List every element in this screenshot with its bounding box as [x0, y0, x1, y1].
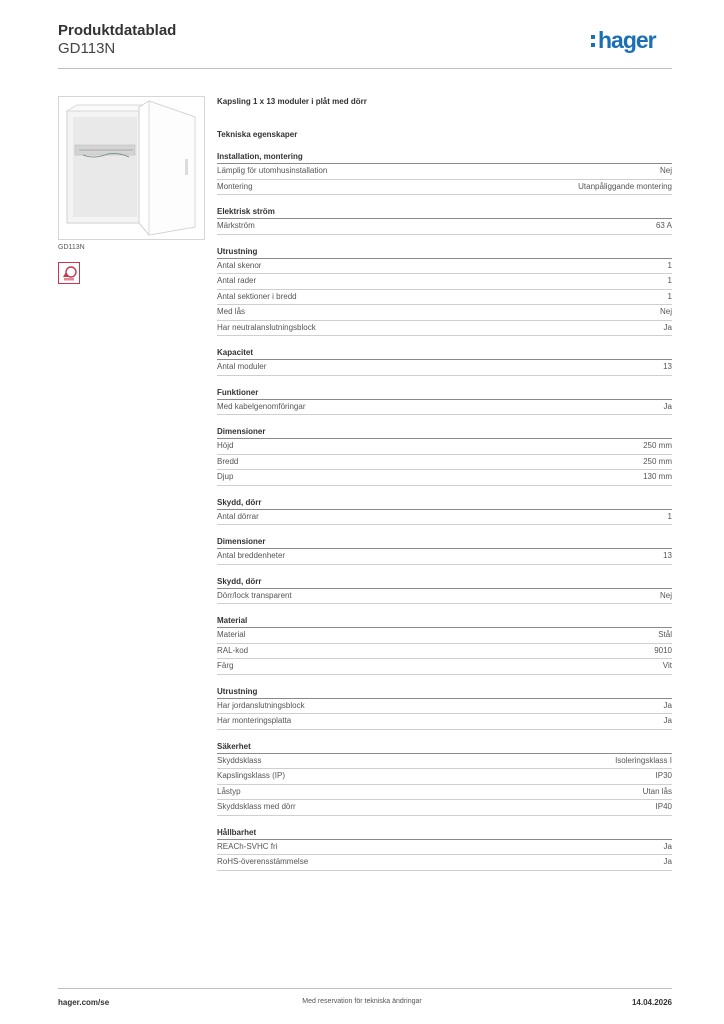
spec-group: [217, 687, 672, 730]
spec-row: [217, 800, 672, 816]
spec-group-title: Skydd, dörr: [217, 577, 672, 589]
spec-value: 13: [663, 551, 672, 560]
spec-group: [217, 427, 672, 486]
spec-group-title: Material: [217, 616, 672, 628]
spec-group-title: Utrustning: [217, 687, 672, 699]
footer-disclaimer: Med reservation för tekniska ändringar: [302, 998, 422, 1005]
spec-group-title: Säkerhet: [217, 742, 672, 754]
spec-row: [217, 274, 672, 290]
spec-label: REACh-SVHC fri: [217, 841, 278, 851]
spec-value: Utan lås: [642, 786, 672, 796]
spec-group: [217, 247, 672, 337]
spec-value: Ja: [663, 841, 672, 851]
spec-group: [217, 616, 672, 675]
spec-group: [217, 742, 672, 816]
spec-label: Kapslingsklass (IP): [217, 771, 286, 780]
spec-value: 9010: [654, 645, 672, 655]
spec-group-title: Utrustning: [217, 247, 672, 259]
spec-label: Med kabelgenomföringar: [217, 401, 306, 411]
spec-row: [217, 510, 672, 526]
spec-row: [217, 699, 672, 715]
spec-value: Nej: [659, 166, 672, 175]
spec-value: IP40: [655, 802, 672, 811]
spec-label: Dörr/lock transparent: [217, 590, 292, 600]
spec-value: 1: [667, 276, 672, 285]
spec-value: Ja: [663, 700, 672, 710]
spec-label: Bredd: [217, 456, 239, 466]
spec-row: [217, 180, 672, 196]
page-header: [58, 22, 672, 68]
spec-label: RoHS-överensstämmelse: [217, 857, 309, 866]
enclosure-picture: [59, 97, 204, 239]
spec-row: [217, 785, 672, 801]
spec-label: Höjd: [217, 441, 234, 450]
spec-group: [217, 348, 672, 376]
spec-group-title: Kapacitet: [217, 348, 672, 360]
footer-divider: [58, 988, 672, 989]
spec-value: 1: [667, 291, 672, 301]
spec-row: [217, 219, 672, 235]
spec-row: [217, 644, 672, 660]
spec-group: [217, 207, 672, 235]
spec-label: Skyddsklass: [217, 755, 262, 765]
spec-row: [217, 321, 672, 337]
spec-label: Antal skenor: [217, 260, 262, 270]
spec-label: Med lås: [217, 307, 246, 316]
spec-value: 13: [663, 362, 672, 371]
spec-group: [217, 537, 672, 565]
spec-value: Utanpåliggande montering: [578, 181, 672, 191]
spec-label: Lämplig för utomhusinstallation: [217, 166, 328, 175]
specification-content: [217, 96, 672, 871]
spec-row: [217, 470, 672, 486]
spec-row: [217, 628, 672, 644]
spec-label: Skyddsklass med dörr: [217, 802, 296, 811]
hager-logo: [590, 26, 672, 56]
spec-group-title: Installation, montering: [217, 152, 672, 164]
header-divider: [58, 68, 672, 69]
spec-label: Antal rader: [217, 276, 257, 285]
spec-row: [217, 754, 672, 770]
image-caption: GD113N: [58, 244, 85, 251]
spec-value: Ja: [663, 857, 672, 866]
spec-label: Har jordanslutningsblock: [217, 700, 305, 710]
document-title: Produktdatablad: [58, 22, 177, 39]
footer-website: hager.com/se: [58, 998, 110, 1007]
spec-label: Har monteringsplatta: [217, 716, 292, 725]
spec-group-title: Elektrisk ström: [217, 207, 672, 219]
spec-row: [217, 400, 672, 416]
product-description: Kapsling 1 x 13 moduler i plåt med dörr: [217, 97, 367, 106]
spec-row: [217, 290, 672, 306]
spec-label: Djup: [217, 472, 234, 481]
spec-value: Nej: [659, 590, 672, 600]
spec-group: [217, 828, 672, 871]
spec-group-title: Hållbarhet: [217, 828, 672, 840]
spec-value: Vit: [662, 661, 672, 670]
spec-group-title: Dimensioner: [217, 427, 672, 439]
spec-label: Låstyp: [217, 786, 241, 796]
spec-label: Antal sektioner i bredd: [217, 291, 297, 301]
spec-value: 1: [667, 511, 672, 521]
spec-value: Ja: [663, 401, 672, 411]
spec-heading: Tekniska egenskaper: [217, 130, 298, 139]
spec-value: 63 A: [655, 221, 672, 230]
spec-value: Isoleringsklass I: [615, 755, 672, 765]
spec-groups: [217, 152, 672, 871]
spec-row: [217, 549, 672, 565]
spec-label: Antal dörrar: [217, 511, 259, 521]
spec-value: IP30: [655, 771, 672, 780]
spec-row: [217, 360, 672, 376]
spec-row: [217, 714, 672, 730]
spec-label: Märkström: [217, 221, 255, 230]
spec-label: Montering: [217, 181, 253, 191]
spec-value: Ja: [663, 322, 672, 332]
product-image: [58, 96, 205, 240]
spec-row: [217, 455, 672, 471]
spec-group: [217, 388, 672, 416]
spec-group-title: Dimensioner: [217, 537, 672, 549]
svg-text:hager: hager: [598, 27, 656, 53]
spec-label: Färg: [217, 661, 234, 670]
spec-label: Antal moduler: [217, 362, 267, 371]
spec-row: [217, 855, 672, 871]
spec-group: [217, 577, 672, 605]
spec-label: Antal breddenheter: [217, 551, 286, 560]
spec-group: [217, 152, 672, 195]
spec-value: Nej: [659, 307, 672, 316]
spec-row: [217, 439, 672, 455]
product-code: GD113N: [58, 40, 116, 57]
spec-row: [217, 305, 672, 321]
spec-group-title: Skydd, dörr: [217, 498, 672, 510]
spec-group: [217, 498, 672, 526]
spec-value: Stål: [658, 630, 672, 639]
spec-row: [217, 769, 672, 785]
spec-row: [217, 589, 672, 605]
spec-label: Material: [217, 630, 246, 639]
spec-value: 250 mm: [643, 441, 672, 450]
spec-label: Har neutralanslutningsblock: [217, 322, 316, 332]
spec-value: 250 mm: [643, 456, 672, 466]
spec-row: [217, 840, 672, 856]
spec-row: [217, 259, 672, 275]
spec-value: 1: [667, 260, 672, 270]
footer-date: 14.04.2026: [631, 998, 672, 1007]
spec-value: 130 mm: [643, 472, 672, 481]
spec-row: [217, 659, 672, 675]
spec-value: Ja: [663, 716, 672, 725]
recycling-certification-icon: [58, 262, 80, 284]
spec-group-title: Funktioner: [217, 388, 672, 400]
spec-row: [217, 164, 672, 180]
spec-label: RAL-kod: [217, 645, 249, 655]
